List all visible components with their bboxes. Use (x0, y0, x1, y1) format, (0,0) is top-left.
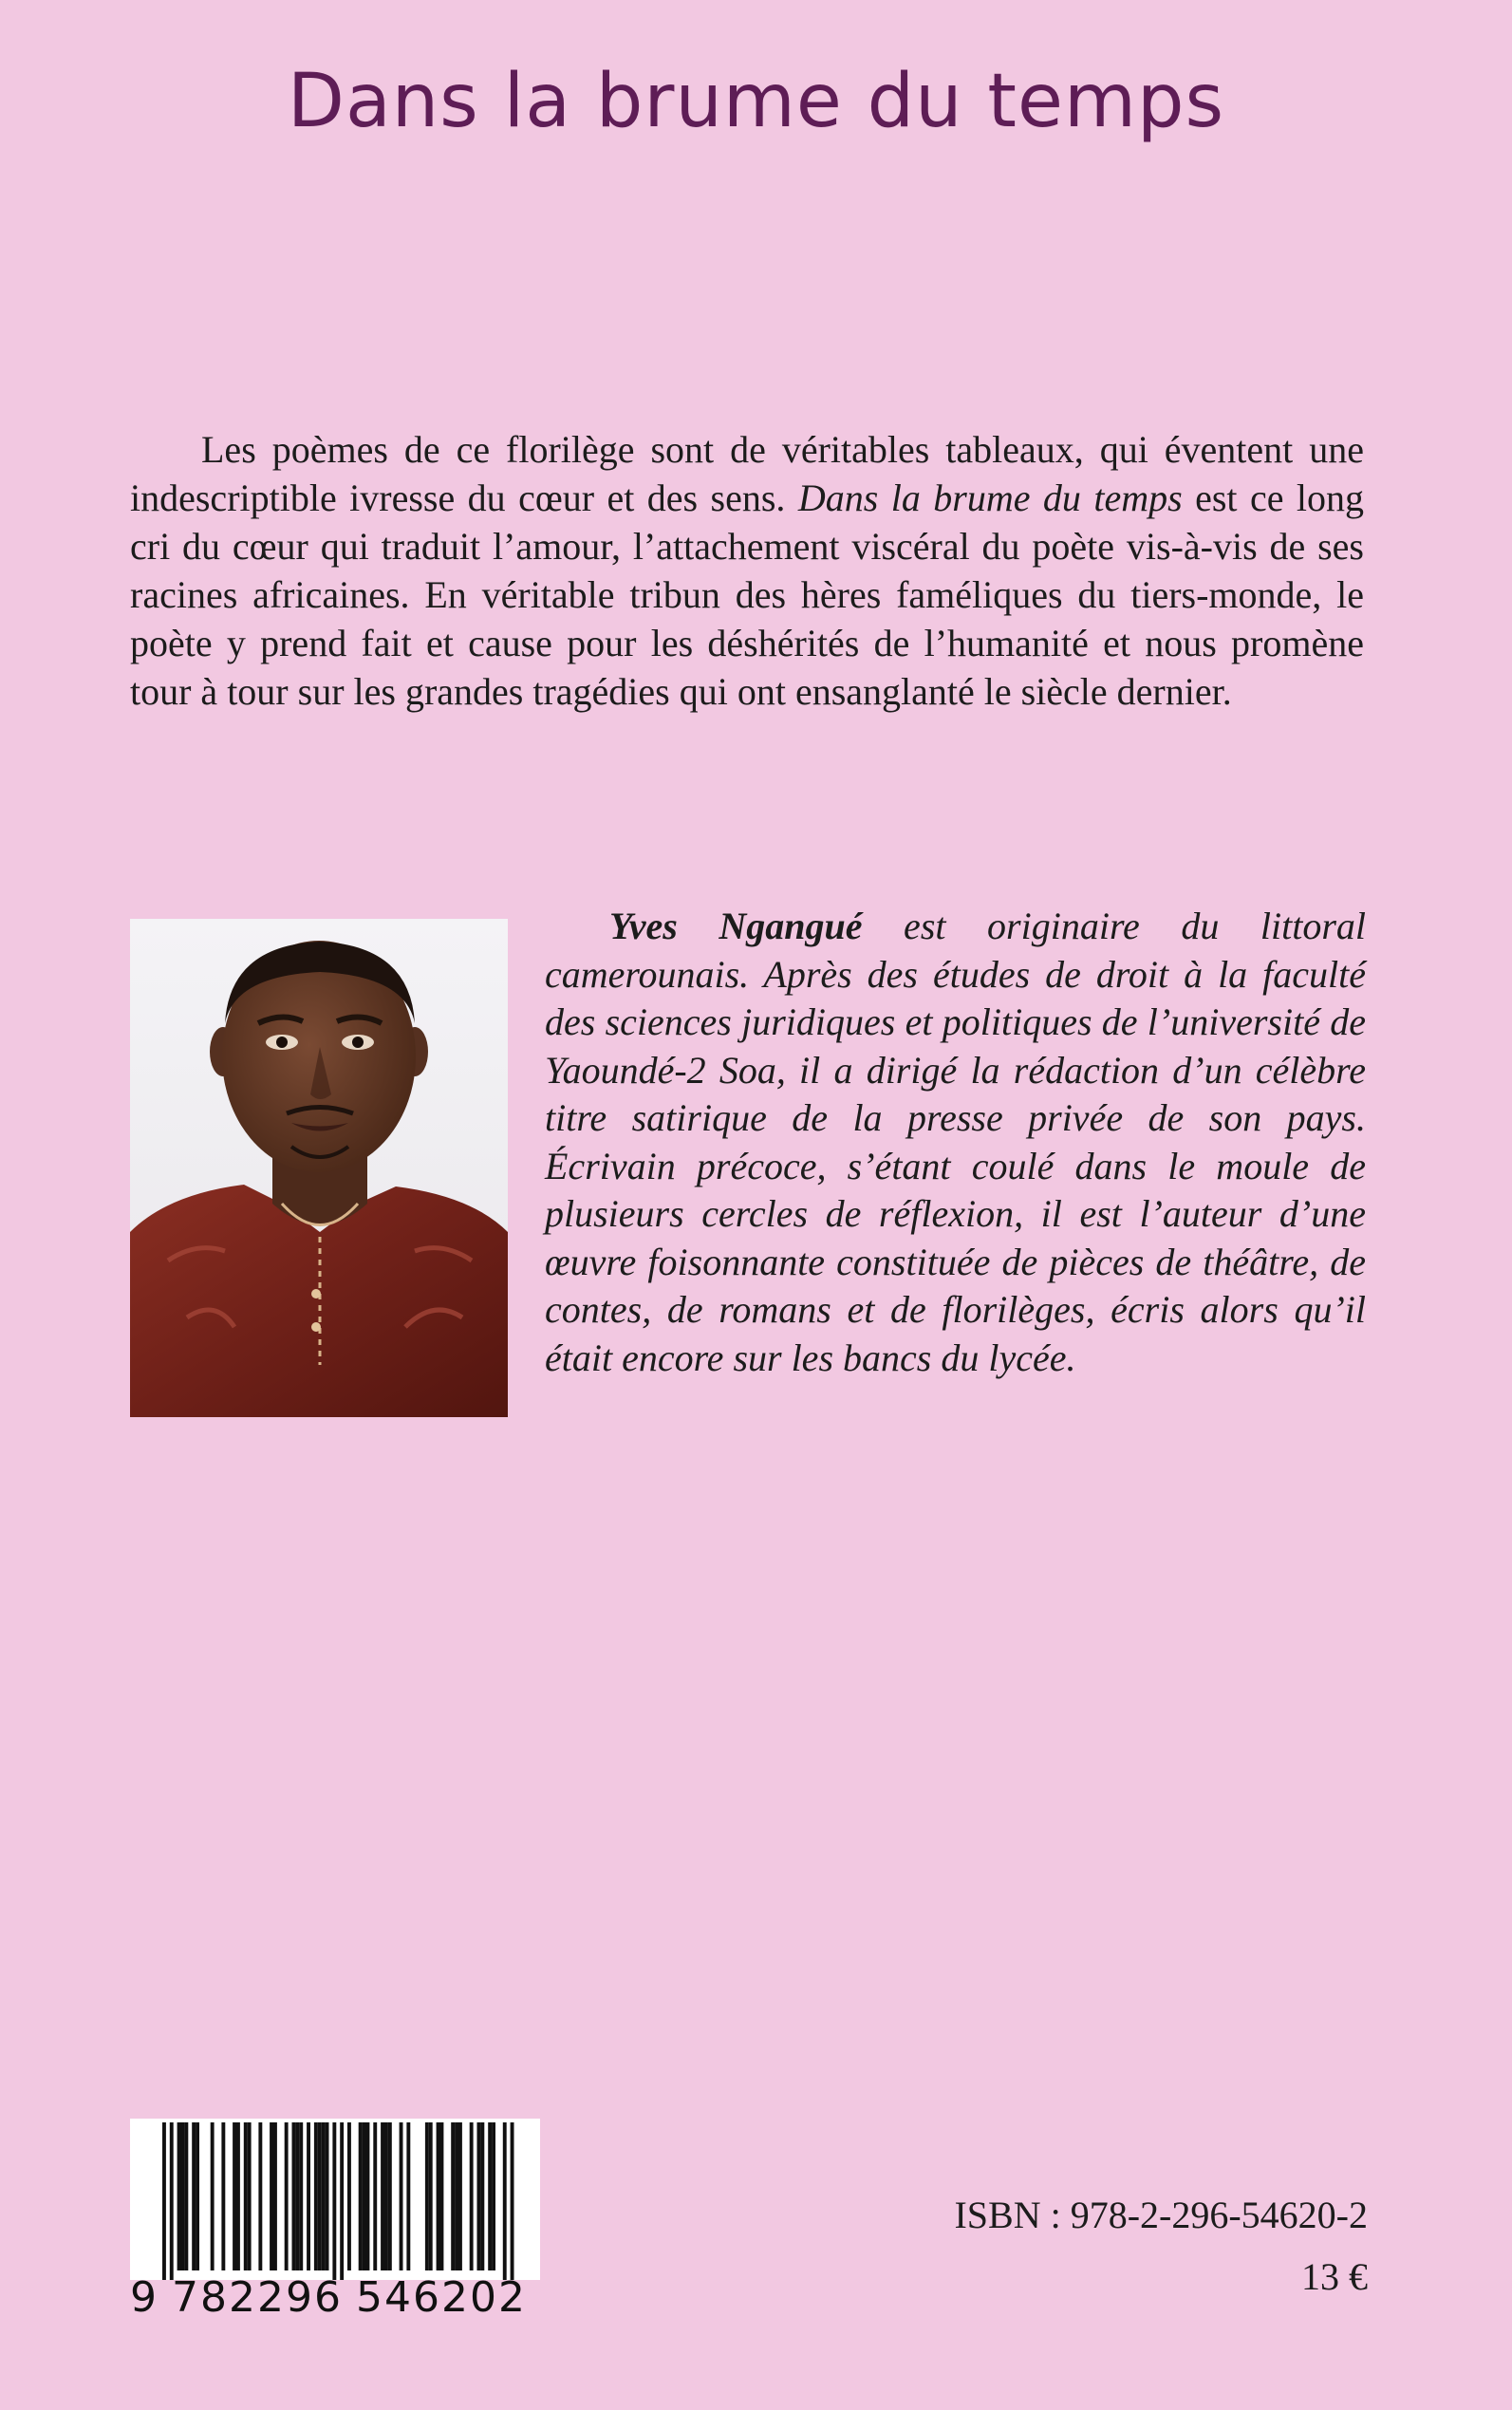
barcode-bar (488, 2122, 492, 2270)
author-bio (545, 903, 1366, 1382)
barcode-bar (233, 2122, 236, 2270)
barcode-digit-group-1: 782296 (172, 2273, 343, 2322)
barcode-bar (359, 2122, 363, 2270)
barcode-bar (285, 2122, 289, 2270)
barcode-bar (440, 2122, 444, 2270)
barcode-bar (270, 2122, 273, 2270)
barcode-bar (400, 2122, 403, 2270)
blurb-text-part2: est ce long cri du cœur qui traduit l’amour, l’attachement viscéral du poète vis-à-vis de ses racines africaines. En véritable tribun des hères faméliques du tiers-monde, le poète y prend fait et cause pour les déshérités de l’humanité et nous promène tour à tour sur les grandes tragédies qui ont ensanglanté le siècle dernier. (130, 476, 1364, 713)
barcode-bar (192, 2122, 196, 2270)
barcode-bar (244, 2122, 248, 2270)
barcode-bar (492, 2122, 495, 2270)
barcode-bar (388, 2122, 392, 2270)
barcode (130, 2119, 540, 2280)
author-photo (130, 919, 508, 1417)
barcode-bar (295, 2122, 299, 2270)
barcode-bar (292, 2122, 296, 2270)
barcode-digit-group-2: 546202 (355, 2273, 527, 2322)
blurb-title-italic: Dans la brume du temps (797, 476, 1183, 519)
barcode-bar (373, 2122, 377, 2270)
barcode-bar (221, 2122, 225, 2270)
barcode-bar (455, 2122, 458, 2270)
barcode-bar (236, 2122, 240, 2270)
barcode-bar (326, 2122, 329, 2270)
barcode-bar (314, 2122, 318, 2270)
barcode-bar (258, 2122, 262, 2270)
barcode-bar (196, 2122, 199, 2270)
barcode-digits (130, 2274, 540, 2322)
barcode-bar (381, 2122, 384, 2270)
barcode-bar (347, 2122, 351, 2270)
barcode-bar (273, 2122, 277, 2270)
barcode-bar (511, 2122, 514, 2280)
barcode-bar (503, 2122, 507, 2280)
author-bio-text: est originaire du littoral camerounais. Après des études de droit à la faculté des sciences juridiques et politiques de l’université de Yaoundé-2 Soa, il a dirigé la rédaction d’un célèbre titre satirique de la presse privée de son pays. Écrivain précoce, s’étant coulé dans le moule de plusieurs cercles de réflexion, il est l’auteur d’une œuvre foisonnante constituée de pièces de théâtre, de contes, de romans et de florilèges, écris alors qu’il était encore sur les bancs du lycée. (545, 905, 1366, 1379)
barcode-bar (458, 2122, 462, 2270)
barcode-bar (425, 2122, 429, 2270)
barcode-bar (318, 2122, 322, 2270)
barcode-bar (299, 2122, 303, 2270)
barcode-bar (340, 2122, 344, 2280)
barcode-bar (406, 2122, 410, 2270)
barcode-bar (366, 2122, 370, 2270)
barcode-bar (451, 2122, 455, 2270)
barcode-bar (332, 2122, 336, 2280)
barcode-bar (248, 2122, 252, 2270)
author-name: Yves Ngangué (609, 905, 863, 947)
barcode-bar (480, 2122, 484, 2270)
barcode-lead-digit: 9 (130, 2273, 159, 2322)
barcode-bar (307, 2122, 310, 2270)
barcode-bar (429, 2122, 433, 2270)
barcode-bar (477, 2122, 481, 2270)
isbn-number: ISBN : 978-2-296-54620-2 (954, 2194, 1368, 2236)
barcode-bar (470, 2122, 474, 2270)
barcode-bar (162, 2122, 166, 2280)
barcode-bar (437, 2122, 440, 2270)
barcode-bars (130, 2119, 540, 2280)
barcode-bar (184, 2122, 188, 2270)
barcode-bar (181, 2122, 185, 2270)
book-title: Dans la brume du temps (287, 59, 1225, 144)
book-blurb (130, 425, 1364, 716)
barcode-bar (170, 2122, 174, 2280)
barcode-bar (322, 2122, 326, 2270)
barcode-bar (211, 2122, 215, 2270)
price: 13 € (1301, 2255, 1368, 2298)
barcode-bar (177, 2122, 181, 2270)
barcode-bar (363, 2122, 366, 2270)
barcode-bar (384, 2122, 388, 2270)
blurb-text-part1: Les poèmes de ce florilège sont de véritables tableaux, qui éventent une indescriptible ivresse du cœur et des sens. (130, 428, 1364, 519)
